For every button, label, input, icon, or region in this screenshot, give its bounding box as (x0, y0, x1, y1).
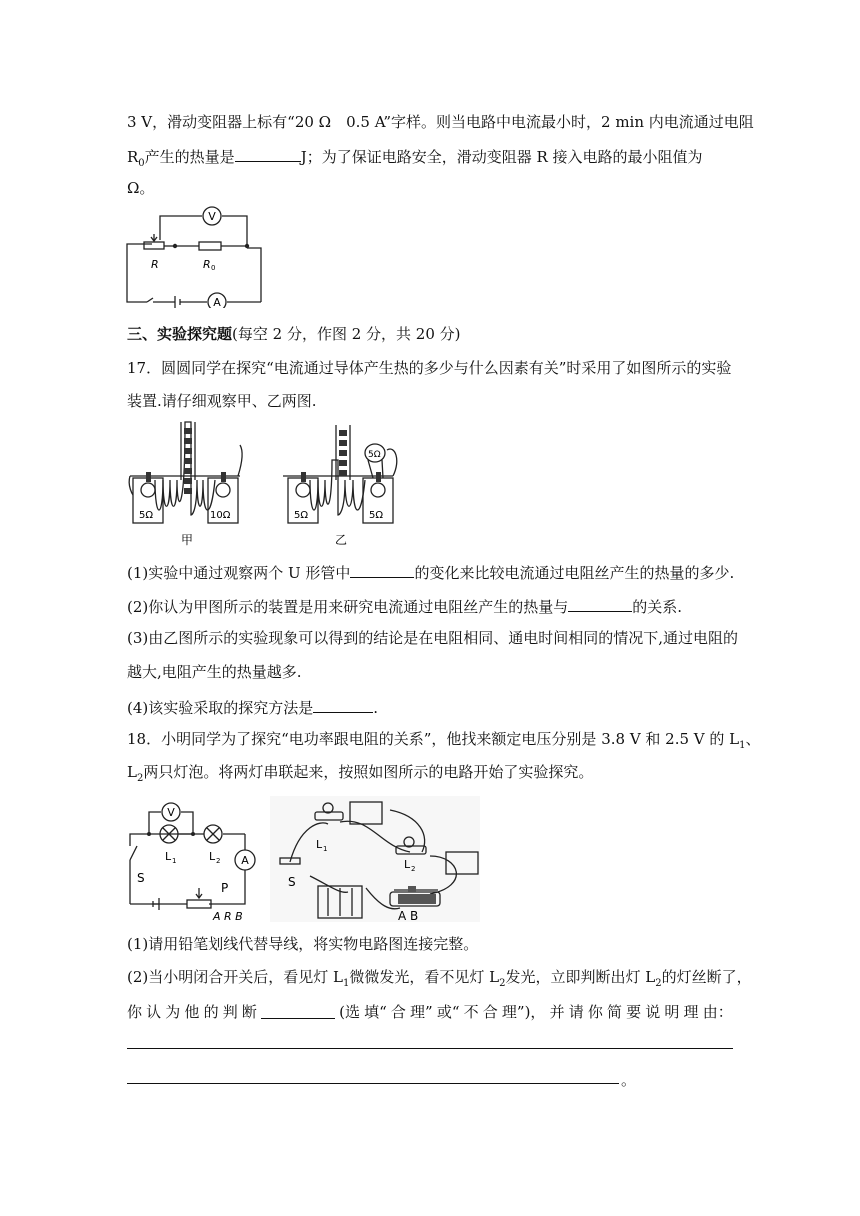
q17-fig-jia-r5: 5Ω (139, 510, 154, 521)
q17-part1-text-b: 的变化来比较电流通过电阻丝产生的热量的多少. (414, 564, 735, 582)
q16-line3: Ω。 (127, 179, 155, 197)
q17-fig-jia-r10: 10Ω (210, 510, 231, 521)
q18-phys-ab-label: A B (398, 909, 419, 922)
q18-word: 填“ (364, 1003, 387, 1021)
q17-part4-text: (4)该实验采取的探究方法是 (127, 699, 314, 717)
q18-part2-line2 (127, 1002, 733, 1022)
q18-line2-sub: 2 (136, 773, 144, 784)
q18-word: 你 (127, 1003, 143, 1021)
q17-fig-yi-label: 乙 (335, 533, 348, 547)
q18-word: 的 (203, 1003, 219, 1021)
q18-word: (选 (339, 1003, 360, 1021)
q18-line2-l: L (127, 763, 137, 781)
q18-word: 你 (587, 1003, 603, 1021)
q17-part1 (127, 561, 734, 583)
q18-part2-sub3: 2 (655, 978, 662, 989)
q18-part2-sub2: 2 (499, 978, 506, 989)
q16-fig-r0-sub: 0 (211, 264, 216, 272)
q18-line1 (127, 729, 761, 756)
q17-part3-cont: 越大,电阻产生的热量越多. (127, 663, 302, 681)
q18-schem-arb-label: A R B (213, 910, 243, 920)
q18-word: 理”)， (501, 1003, 546, 1021)
q18-word: 请 (568, 1003, 584, 1021)
q17-part1-blank[interactable] (350, 561, 414, 578)
q18-schem-l2-sub: 2 (216, 857, 221, 865)
q18-part1: (1)请用铅笔划线代替导线，将实物电路图连接完整。 (127, 935, 479, 953)
q18-word: 说 (645, 1003, 661, 1021)
q18-answer-line-1[interactable] (127, 1048, 733, 1049)
q18-answer-end: 。 (621, 1071, 637, 1089)
q16-r0: R (127, 148, 139, 166)
q16-circuit-figure (125, 206, 265, 308)
q18-schem-p-label: P (221, 881, 229, 895)
q18-word: 简 (606, 1003, 622, 1021)
q18-word: 明 (664, 1003, 680, 1021)
q18-word: 或“ (436, 1003, 460, 1021)
q18-phys-l1-label: L (316, 838, 323, 851)
q16-fig-r0-label: R (203, 258, 211, 271)
q18-word: 理” (410, 1003, 433, 1021)
q18-part2-text-d: 的灯丝断了， (661, 968, 752, 986)
q18-judgement-blank[interactable] (261, 1002, 335, 1019)
q18-physical-figure (270, 796, 480, 922)
q17-part2-text-a: (2)你认为甲图所示的装置是用来研究电流通过电阻丝产生的热量与 (127, 598, 569, 616)
q18-word: 判 (222, 1003, 238, 1021)
q18-schematic-figure (125, 800, 265, 920)
q16-fig-v-label: V (208, 210, 216, 223)
q18-phys-l1-sub: 1 (323, 845, 328, 853)
q18-answer-line-2[interactable] (127, 1083, 619, 1084)
q17-fig-yi-r5-top: 5Ω (368, 450, 381, 460)
q18-word: 断 (241, 1003, 257, 1021)
q18-part2-text-a: (2)当小明闭合开关后，看见灯 L (127, 968, 343, 986)
q18-schem-a-label: A (241, 854, 249, 867)
q18-line1-text: 18．小明同学为了探究“电功率跟电阻的关系”，他找来额定电压分别是 3.8 V 和 2.5 V 的 L (127, 730, 740, 748)
q16-min-text: J；为了保证电路安全，滑动变阻器 R 接入电路的最小阻值为 (300, 148, 703, 166)
q18-schem-l1-sub: 1 (172, 857, 177, 865)
q18-schem-l2-label: L (209, 850, 216, 863)
q18-schem-v-label: V (167, 806, 175, 819)
section-3-title: 三、实验探究题 (127, 325, 233, 343)
q18-word: 并 (549, 1003, 565, 1021)
q16-line1: 3 V，滑动变阻器上标有“20 Ω 0.5 A”字样。则当电路中电流最小时，2 min 内电流通过电阻 (127, 113, 754, 131)
q18-word: 由： (702, 1003, 733, 1021)
q18-word: 合 (482, 1003, 498, 1021)
q17-part4-blank[interactable] (313, 696, 373, 713)
q18-word: 理 (683, 1003, 699, 1021)
q17-part4 (127, 696, 378, 718)
q17-part2 (127, 595, 682, 617)
q17-part3: (3)由乙图所示的实验现象可以得到的结论是在电阻相同、通电时间相同的情况下,通过电阻的 (127, 629, 739, 647)
q17-line2: 装置.请仔细观察甲、乙两图. (127, 392, 317, 410)
q18-line2-text: 两只灯泡。将两灯串联起来，按照如图所示的电路开始了实验探究。 (143, 763, 594, 781)
q18-phys-s-label: S (288, 875, 296, 889)
section-3-note: (每空 2 分，作图 2 分，共 20 分) (232, 325, 461, 343)
q18-word: 不 (463, 1003, 479, 1021)
q17-fig-yi-r5-right: 5Ω (369, 510, 384, 521)
q16-heat-blank[interactable] (235, 145, 301, 162)
q16-fig-a-label: A (213, 296, 221, 308)
q18-word: 为 (165, 1003, 181, 1021)
q16-fig-r-label: R (151, 258, 159, 271)
q16-heat-text: 产生的热量是 (144, 148, 235, 166)
q18-part2-sub1: 1 (342, 978, 350, 989)
q18-word: 要 (626, 1003, 642, 1021)
section-3-heading (127, 324, 461, 344)
q18-line1-sub: 1 (739, 740, 746, 751)
q18-part2-text-b: 微微发光，看不见灯 L (349, 968, 500, 986)
q18-schem-l1-label: L (165, 850, 172, 863)
q16-r0-sub: 0 (138, 158, 145, 169)
q17-part2-blank[interactable] (568, 595, 632, 612)
q17-part4-end: . (373, 699, 379, 717)
q18-word: 认 (146, 1003, 162, 1021)
q18-part2-text-c: 发光，立即判断出灯 L (505, 968, 656, 986)
q18-phys-l2-label: L (404, 858, 411, 871)
q16-line2 (127, 145, 703, 174)
q18-schem-s-label: S (137, 871, 145, 885)
q17-line1: 17．圆圆同学在探究“电流通过导体产生热的多少与什么因素有关”时采用了如图所示的实验 (127, 359, 732, 377)
q18-phys-l2-sub: 2 (411, 865, 416, 873)
q17-part1-text-a: (1)实验中通过观察两个 U 形管中 (127, 564, 351, 582)
q18-word: 合 (390, 1003, 406, 1021)
q17-part2-text-b: 的关系. (632, 598, 683, 616)
q18-word: 他 (184, 1003, 200, 1021)
q17-fig-yi-r5-left: 5Ω (294, 510, 309, 521)
q17-apparatus-figure (125, 420, 405, 550)
q18-part2 (127, 967, 752, 994)
q18-line2 (127, 762, 593, 789)
q18-line1-end: 、 (745, 730, 761, 748)
q17-fig-jia-label: 甲 (181, 533, 194, 547)
